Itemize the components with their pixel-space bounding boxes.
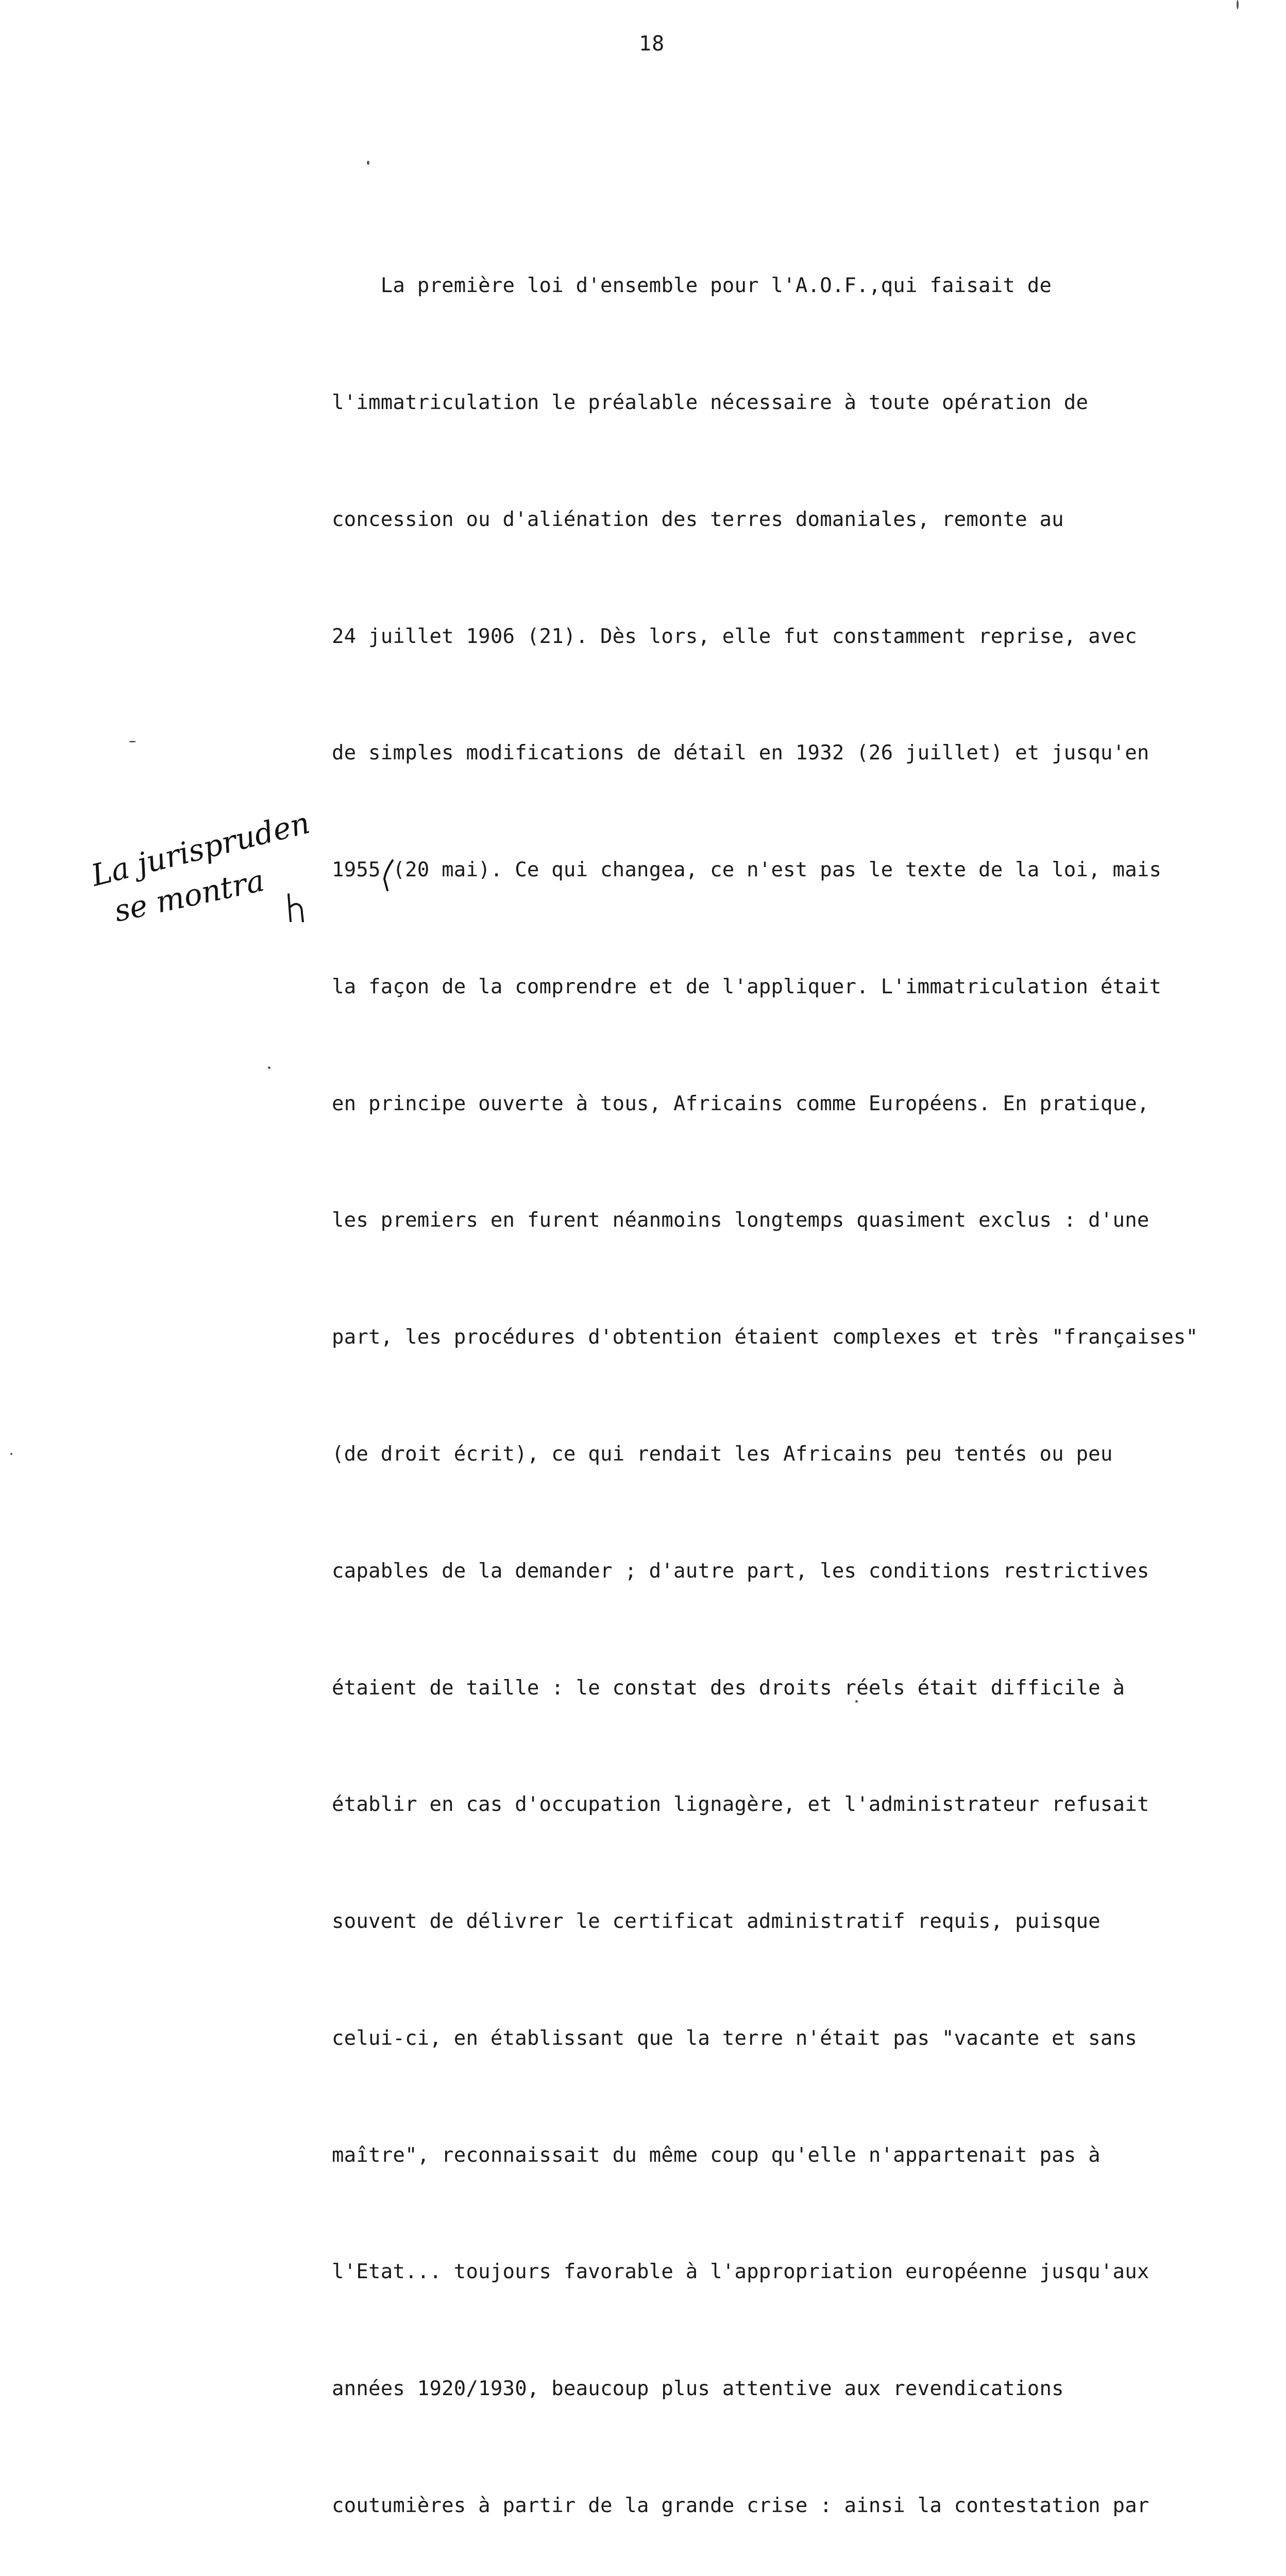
margin-note-line-1: La jurisprudence [88,804,309,893]
page-number: 18 [639,32,665,56]
text-line: part, les procédures d'obtention étaient complexes et très "françaises" [332,1326,1198,1349]
text-line: coutumières à partir de la grande crise : ainsi la contestation par [332,2494,1149,2518]
body-text [332,189,1228,2576]
scan-speck [1237,0,1239,9]
text-line: l'Etat... toujours favorable à l'appropriation européenne jusqu'aux [332,2260,1149,2284]
text-line: celui-ci, en établissant que la terre n'était pas "vacante et sans [332,2026,1137,2050]
scan-speck [129,741,136,742]
text-line: établir en cas d'occupation lignagère, et l'administrateur refusait [332,1793,1149,1817]
text-line: l'immatriculation le préalable nécessaire à toute opération de [332,391,1089,414]
scan-speck [10,1453,12,1455]
text-line: étaient de taille : le constat des droits réels était difficile à [332,1676,1125,1700]
text-line: années 1920/1930, beaucoup plus attentive aux revendications [332,2377,1064,2401]
text-line: (de droit écrit), ce qui rendait les Africains peu tentés ou peu [332,1443,1113,1466]
text-line: capables de la demander ; d'autre part, les conditions restrictives [332,1559,1149,1583]
handwritten-margin-note [82,804,309,922]
margin-note-caret [289,894,303,922]
text-line: 24 juillet 1906 (21). Dès lors, elle fut constamment reprise, avec [332,624,1137,648]
text-line: les premiers en furent néanmoins longtemps quasiment exclus : d'une [332,1209,1149,1232]
text-line: maître", reconnaissait du même coup qu'elle n'appartenait pas à [332,2143,1101,2167]
text-line: en principe ouverte à tous, Africains comme Européens. En pratique, [332,1092,1149,1115]
scan-speck [855,1700,858,1703]
text-line: concession ou d'aliénation des terres domaniales, remonte au [332,507,1064,531]
text-line: La première loi d'ensemble pour l'A.O.F.,qui faisait de [332,274,1052,298]
margin-note-line-2: se montra [111,862,267,922]
insertion-caret-mark [381,857,397,893]
scan-speck [367,161,369,165]
text-line: 1955 (20 mai). Ce qui changea, ce n'est pas le texte de la loi, mais [332,858,1162,882]
text-line: de simples modifications de détail en 1932 (26 juillet) et jusqu'en [332,741,1149,765]
text-line: la façon de la comprendre et de l'appliquer. L'immatriculation était [332,975,1162,998]
scan-speck [268,1066,270,1069]
text-line: souvent de délivrer le certificat administratif requis, puisque [332,1910,1101,1934]
